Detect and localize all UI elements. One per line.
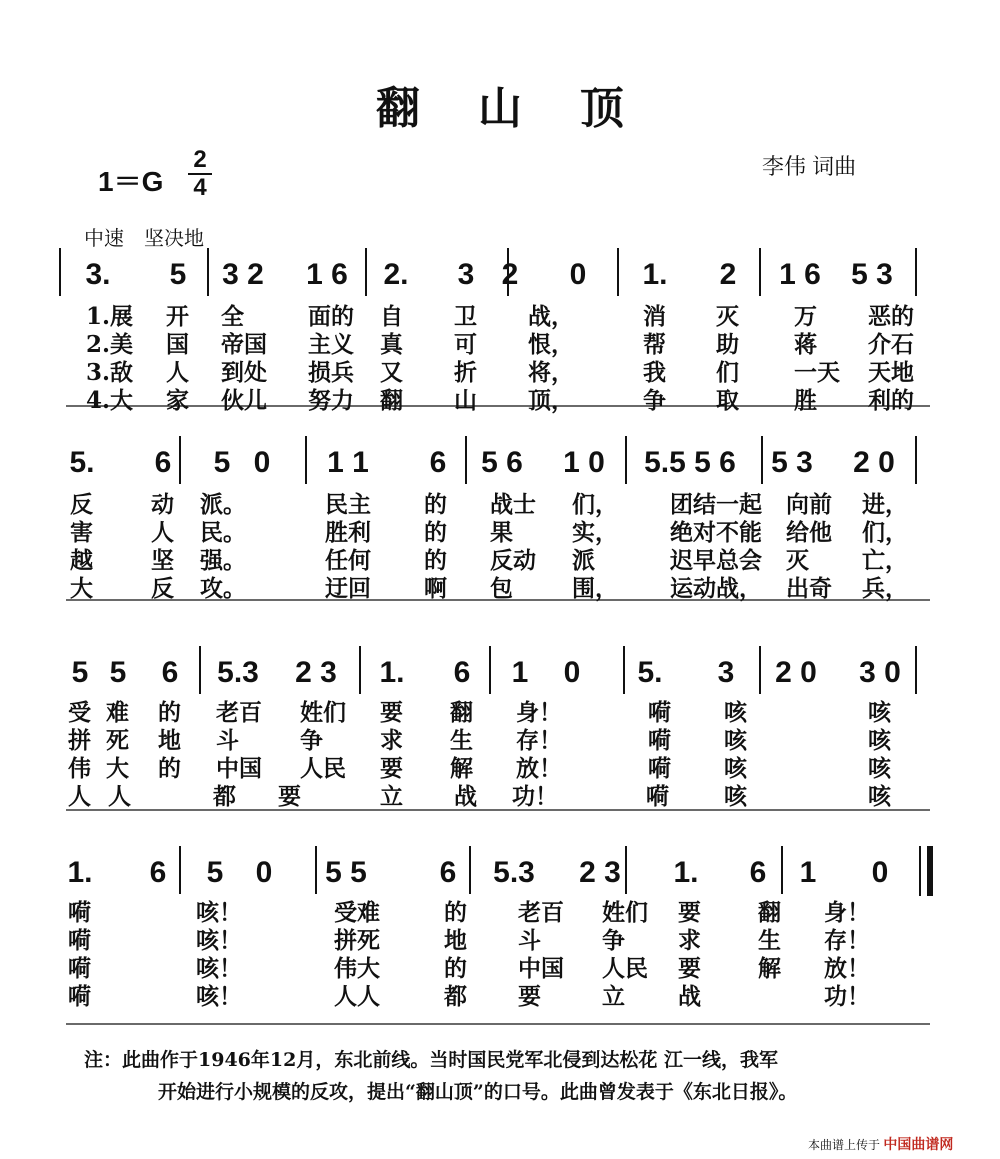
note-group: 5.	[69, 446, 95, 479]
note-group: 6	[453, 656, 471, 689]
lyric-syllable: 嗬	[68, 983, 91, 1010]
lyric-syllable: 的	[158, 755, 181, 782]
note-label: 注：	[84, 1049, 123, 1071]
lyric-syllable: 的	[424, 491, 447, 518]
note-line-1: 此曲作于1946年12月，东北前线。当时国民党军北侵到达松花 江一线，我军	[122, 1049, 778, 1071]
lyric-syllable: 3.敌	[86, 359, 134, 386]
note-group: 2 3	[579, 856, 621, 889]
lyric-syllable: 胜	[794, 387, 817, 414]
lyric-syllable: 人民	[300, 755, 346, 782]
lyric-syllable: 咳！	[196, 955, 242, 982]
lyric-syllable: 解	[450, 755, 473, 782]
lyric-syllable: 要	[678, 899, 701, 926]
note-group: 2	[501, 258, 519, 291]
lyric-syllable: 折	[454, 359, 477, 386]
lyric-syllable: 放！	[516, 755, 562, 782]
lyric-syllable: 的	[158, 699, 181, 726]
lyric-syllable: 果	[490, 519, 513, 546]
lyric-syllable: 又	[380, 359, 403, 386]
lyric-syllable: 开	[166, 303, 189, 330]
lyric-syllable: 真	[380, 331, 403, 358]
lyric-syllable: 反动	[490, 547, 536, 574]
lyric-syllable: 我	[643, 359, 666, 386]
lyric-syllable: 恨，	[528, 331, 574, 358]
note-group: 5	[206, 856, 224, 889]
key-signature: 1＝G	[98, 166, 164, 197]
lyric-syllable: 受	[68, 699, 91, 726]
lyric-syllable: 嗬	[648, 727, 671, 754]
lyric-syllable: 们	[716, 359, 739, 386]
note-line-2: 开始进行小规模的反攻，提出“翻山顶”的口号。此曲曾发表于《东北日报》。	[158, 1081, 798, 1103]
lyric-syllable: 兵，	[862, 575, 908, 602]
lyric-syllable: 坚	[151, 547, 174, 574]
lyric-syllable: 人民	[602, 955, 648, 982]
note-group: 0	[569, 258, 587, 291]
lyric-syllable: 生	[758, 927, 781, 954]
lyric-syllable: 人	[68, 783, 91, 810]
note-group: 3 2	[222, 258, 264, 291]
lyric-syllable: 们，	[862, 519, 908, 546]
lyric-syllable: 灭	[786, 547, 809, 574]
lyric-syllable: 咳！	[196, 899, 242, 926]
lyric-syllable: 斗	[216, 727, 239, 754]
note-group: 5.3	[217, 656, 259, 689]
lyric-syllable: 民。	[200, 519, 246, 546]
lyric-syllable: 任何	[325, 547, 371, 574]
lyric-syllable: 恶的	[868, 303, 914, 330]
note-group: 3	[457, 258, 475, 291]
lyric-syllable: 存！	[824, 927, 870, 954]
lyric-syllable: 攻。	[200, 575, 246, 602]
note-group: 1 6	[306, 258, 348, 291]
lyric-syllable: 地	[444, 927, 467, 954]
note-group: 2	[719, 258, 737, 291]
lyric-syllable: 伟大	[334, 955, 380, 982]
lyric-syllable: 万	[794, 303, 817, 330]
lyric-syllable: 蒋	[794, 331, 817, 358]
lyric-syllable: 姓们	[300, 699, 346, 726]
lyric-syllable: 斗	[518, 927, 541, 954]
lyric-syllable: 全	[221, 303, 244, 330]
note-group: 2 0	[775, 656, 817, 689]
lyric-syllable: 咳	[868, 783, 891, 810]
lyric-syllable: 受难	[334, 899, 380, 926]
footer-site: 中国曲谱网	[883, 1136, 954, 1152]
note-group: 1	[799, 856, 817, 889]
note-group: 1.	[673, 856, 699, 889]
lyric-syllable: 卫	[454, 303, 477, 330]
lyric-syllable: 死	[106, 727, 129, 754]
lyric-syllable: 翻	[380, 387, 403, 414]
note-group: 6	[439, 856, 457, 889]
lyric-syllable: 帮	[643, 331, 666, 358]
lyric-syllable: 人	[151, 519, 174, 546]
lyric-syllable: 功！	[512, 783, 558, 810]
lyric-syllable: 向前	[786, 491, 832, 518]
lyric-syllable: 民主	[325, 491, 371, 518]
lyric-syllable: 强。	[200, 547, 246, 574]
note-group: 5	[71, 656, 89, 689]
lyric-syllable: 人	[108, 783, 131, 810]
lyric-syllable: 生	[450, 727, 473, 754]
lyric-syllable: 嗬	[68, 899, 91, 926]
note-group: 6	[154, 446, 172, 479]
lyric-syllable: 反	[151, 575, 174, 602]
lyric-syllable: 包	[490, 575, 513, 602]
score-notes	[67, 258, 900, 889]
lyric-syllable: 求	[678, 927, 701, 954]
lyric-syllable: 要	[278, 783, 301, 810]
lyric-syllable: 争	[643, 387, 666, 414]
lyric-syllable: 面的	[308, 303, 354, 330]
lyric-syllable: 到处	[221, 359, 267, 386]
lyric-syllable: 人	[166, 359, 189, 386]
lyric-syllable: 努力	[308, 387, 354, 414]
note-group: 3	[717, 656, 735, 689]
note-group: 1.	[642, 258, 668, 291]
lyric-syllable: 利的	[868, 387, 914, 414]
lyric-syllable: 立	[602, 983, 625, 1010]
lyric-syllable: 嗬	[648, 755, 671, 782]
lyric-syllable: 嗬	[648, 699, 671, 726]
note-group: 3 0	[859, 656, 901, 689]
lyric-syllable: 要	[380, 755, 403, 782]
note-group: 5	[109, 656, 127, 689]
note-group: 1 1	[327, 446, 369, 479]
lyric-syllable: 人人	[334, 983, 380, 1010]
lyric-syllable: 团结一起	[670, 491, 762, 518]
note-group: 5 3	[771, 446, 813, 479]
note-group: 5 6	[481, 446, 523, 479]
lyric-syllable: 都	[444, 983, 467, 1010]
note-group: 5.	[637, 656, 663, 689]
lyric-syllable: 迟早总会	[670, 547, 762, 574]
note-group: 1.	[67, 856, 93, 889]
lyric-syllable: 存！	[516, 727, 562, 754]
site-footer	[808, 1134, 953, 1154]
tempo-marking: 中速 坚决地	[84, 228, 204, 250]
lyric-syllable: 实，	[572, 519, 618, 546]
lyric-syllable: 的	[424, 547, 447, 574]
note-group: 1 6	[779, 258, 821, 291]
lyric-syllable: 嗬	[646, 783, 669, 810]
lyric-syllable: 中国	[518, 955, 564, 982]
lyric-syllable: 大	[106, 755, 129, 782]
lyric-syllable: 解	[758, 955, 781, 982]
lyric-syllable: 拼	[68, 727, 91, 754]
note-group: 1	[511, 656, 529, 689]
lyric-syllable: 迂回	[325, 575, 371, 602]
note-group: 5.5 5 6	[644, 446, 736, 479]
lyric-syllable: 将，	[528, 359, 574, 386]
lyric-syllable: 家	[166, 387, 189, 414]
lyric-syllable: 战，	[528, 303, 574, 330]
lyric-syllable: 咳	[724, 783, 747, 810]
meter-bottom: 4	[193, 174, 207, 201]
note-group: 6	[149, 856, 167, 889]
lyric-syllable: 胜利	[325, 519, 371, 546]
lyric-syllable: 1.展	[86, 303, 134, 330]
lyric-syllable: 反	[70, 491, 93, 518]
lyric-syllable: 的	[444, 955, 467, 982]
note-group: 6	[161, 656, 179, 689]
lyric-syllable: 一天	[794, 359, 840, 386]
lyric-syllable: 灭	[716, 303, 739, 330]
lyric-syllable: 国	[166, 331, 189, 358]
lyric-syllable: 咳	[724, 755, 747, 782]
lyric-syllable: 啊	[424, 575, 447, 602]
song-title: 翻山顶	[376, 83, 682, 134]
lyric-syllable: 派。	[200, 491, 246, 518]
annotation-note	[84, 1044, 944, 1108]
note-group: 2.	[383, 258, 409, 291]
lyric-syllable: 咳	[868, 727, 891, 754]
lyric-syllable: 要	[678, 955, 701, 982]
lyric-syllable: 出奇	[786, 575, 832, 602]
lyric-syllable: 立	[380, 783, 403, 810]
lyric-syllable: 地	[158, 727, 181, 754]
meter-top: 2	[193, 146, 207, 173]
lyric-syllable: 咳！	[196, 983, 242, 1010]
lyric-syllable: 的	[444, 899, 467, 926]
lyric-syllable: 介石	[868, 331, 914, 358]
note-group: 2 3	[295, 656, 337, 689]
lyric-syllable: 求	[380, 727, 403, 754]
lyric-syllable: 战	[678, 983, 701, 1010]
lyric-syllable: 派	[572, 547, 595, 574]
lyric-syllable: 可	[454, 331, 477, 358]
lyric-syllable: 咳	[868, 755, 891, 782]
lyric-syllable: 4.大	[86, 387, 134, 414]
lyric-syllable: 争	[300, 727, 323, 754]
lyric-syllable: 大	[70, 575, 93, 602]
lyric-syllable: 损兵	[308, 359, 354, 386]
lyric-syllable: 身！	[516, 699, 562, 726]
note-group: 5 3	[851, 258, 893, 291]
lyric-syllable: 伙儿	[221, 387, 267, 414]
lyric-syllable: 帝国	[221, 331, 267, 358]
note-group: 1 0	[563, 446, 605, 479]
note-group: 3.	[85, 258, 111, 291]
lyric-syllable: 咳	[724, 699, 747, 726]
lyric-syllable: 的	[424, 519, 447, 546]
note-group: 0	[255, 856, 273, 889]
note-group: 1.	[379, 656, 405, 689]
note-group: 5	[213, 446, 231, 479]
lyric-syllable: 绝对不能	[670, 519, 762, 546]
note-group: 5 5	[325, 856, 367, 889]
lyric-syllable: 给他	[786, 519, 832, 546]
footer-prefix: 本曲谱上传于	[808, 1138, 881, 1152]
lyric-syllable: 战	[454, 783, 477, 810]
lyric-syllable: 放！	[824, 955, 870, 982]
lyric-syllable: 助	[716, 331, 739, 358]
lyric-syllable: 天地	[868, 359, 914, 386]
lyric-syllable: 取	[716, 387, 739, 414]
lyric-syllable: 消	[643, 303, 666, 330]
lyric-syllable: 运动战，	[670, 575, 762, 602]
lyric-syllable: 嗬	[68, 927, 91, 954]
lyric-syllable: 翻	[758, 899, 781, 926]
note-group: 0	[563, 656, 581, 689]
lyric-syllable: 中国	[216, 755, 262, 782]
lyric-syllable: 害	[70, 519, 93, 546]
lyric-syllable: 咳	[724, 727, 747, 754]
lyric-syllable: 进，	[862, 491, 908, 518]
lyric-syllable: 身！	[824, 899, 870, 926]
lyric-syllable: 越	[70, 547, 93, 574]
lyric-syllable: 顶，	[528, 387, 574, 414]
lyric-syllable: 主义	[308, 331, 354, 358]
lyric-syllable: 围，	[572, 575, 618, 602]
lyric-syllable: 自	[380, 303, 403, 330]
lyric-syllable: 功！	[824, 983, 870, 1010]
note-group: 5.3	[493, 856, 535, 889]
lyric-syllable: 都	[213, 783, 236, 810]
note-group: 6	[429, 446, 447, 479]
note-group: 5	[169, 258, 187, 291]
lyric-syllable: 姓们	[602, 899, 648, 926]
lyric-syllable: 嗬	[68, 955, 91, 982]
lyric-syllable: 亡，	[862, 547, 908, 574]
lyric-syllable: 老百	[518, 899, 564, 926]
note-group: 0	[253, 446, 271, 479]
note-group: 0	[871, 856, 889, 889]
lyric-syllable: 战士	[490, 491, 536, 518]
lyric-syllable: 要	[518, 983, 541, 1010]
lyric-syllable: 争	[602, 927, 625, 954]
lyric-syllable: 咳！	[196, 927, 242, 954]
lyric-syllable: 老百	[216, 699, 262, 726]
lyric-syllable: 要	[380, 699, 403, 726]
note-group: 2 0	[853, 446, 895, 479]
lyric-syllable: 翻	[450, 699, 473, 726]
lyric-syllable: 动	[151, 491, 174, 518]
lyric-syllable: 2.美	[86, 331, 134, 358]
lyric-syllable: 伟	[68, 755, 91, 782]
lyric-syllable: 拼死	[334, 927, 380, 954]
lyric-syllable: 山	[454, 387, 477, 414]
note-group: 6	[749, 856, 767, 889]
lyric-syllable: 们，	[572, 491, 618, 518]
lyric-syllable: 难	[106, 699, 129, 726]
lyric-syllable: 咳	[868, 699, 891, 726]
composer-credit: 李伟 词曲	[762, 154, 857, 179]
